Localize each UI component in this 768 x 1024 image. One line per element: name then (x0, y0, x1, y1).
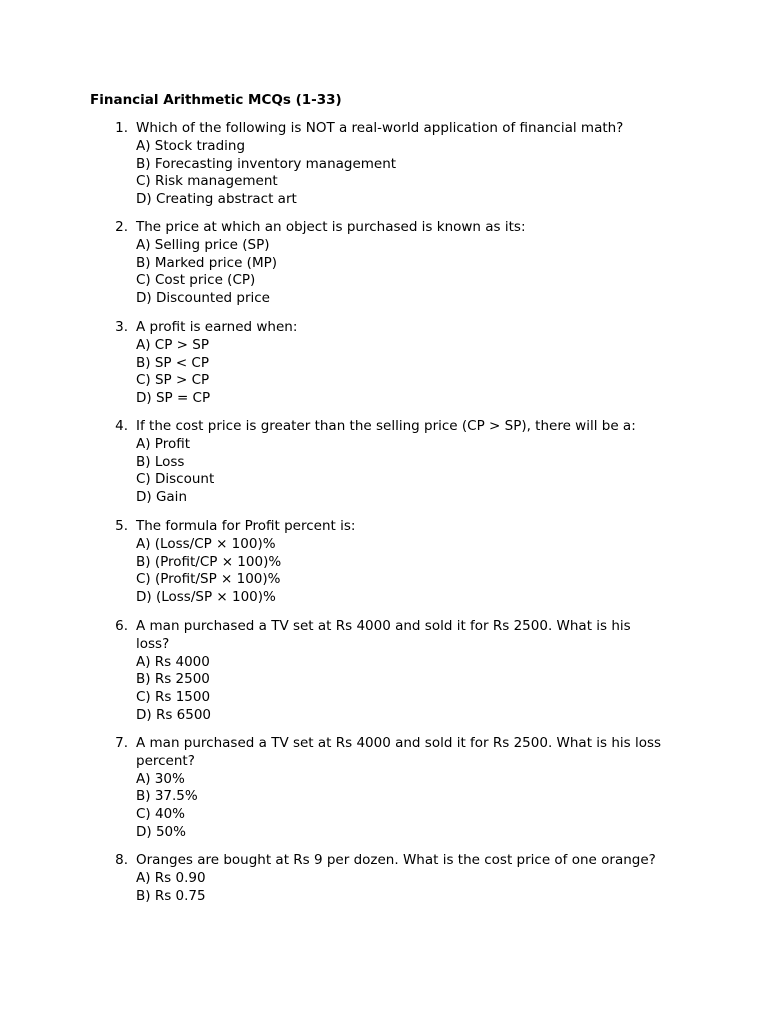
answer-option: C) Discount (136, 471, 215, 488)
answer-option: C) Rs 1500 (136, 689, 211, 706)
question-number: 6. (115, 618, 128, 634)
answer-option: D) Discounted price (136, 290, 270, 307)
answer-option: A) Rs 4000 (136, 653, 210, 670)
answer-option: C) Cost price (CP) (136, 272, 256, 289)
question-number: 8. (115, 852, 128, 868)
answer-option: B) Forecasting inventory management (136, 155, 397, 172)
answer-option: D) 50% (136, 823, 186, 840)
question-text: Oranges are bought at Rs 9 per dozen. What is the cost price of one orange? (136, 852, 656, 868)
answer-option: A) Stock trading (136, 137, 246, 154)
question-number: 4. (115, 418, 128, 434)
question-body (136, 319, 682, 408)
question-item (112, 319, 682, 408)
answer-option: C) (Profit/SP × 100)% (136, 571, 281, 588)
answer-option: B) Loss (136, 453, 185, 470)
answer-option: D) Rs 6500 (136, 706, 212, 723)
answer-option: C) SP > CP (136, 372, 210, 389)
question-item (112, 219, 682, 308)
answer-option: B) 37.5% (136, 788, 198, 805)
question-body (136, 735, 682, 842)
answer-option: D) (Loss/SP × 100)% (136, 589, 276, 606)
answer-option: A) CP > SP (136, 336, 209, 353)
question-body (136, 518, 682, 607)
answer-option: B) Rs 0.75 (136, 887, 206, 904)
question-number: 7. (115, 735, 128, 751)
answer-option: C) 40% (136, 806, 185, 823)
answer-option: D) SP = CP (136, 390, 211, 407)
question-item (112, 735, 682, 842)
answer-option: A) (Loss/CP × 100)% (136, 535, 276, 552)
question-item (112, 518, 682, 607)
answer-option: D) Creating abstract art (136, 191, 297, 208)
answer-option: B) SP < CP (136, 354, 209, 371)
answer-option: A) Profit (136, 435, 191, 452)
question-item (112, 120, 682, 209)
question-number: 1. (115, 120, 128, 136)
question-text: If the cost price is greater than the selling price (CP > SP), there will be a: (136, 418, 636, 434)
question-text: A man purchased a TV set at Rs 4000 and sold it for Rs 2500. What is his loss percent? (136, 735, 662, 769)
question-number: 2. (115, 219, 128, 235)
question-number: 5. (115, 518, 128, 534)
question-item (112, 618, 682, 725)
question-item (112, 852, 682, 905)
answer-option: A) 30% (136, 770, 185, 787)
answer-option: D) Gain (136, 489, 187, 506)
answer-option: A) Rs 0.90 (136, 869, 206, 886)
question-number: 3. (115, 319, 128, 335)
question-item (112, 418, 682, 507)
question-body (136, 852, 682, 905)
answer-option: B) Marked price (MP) (136, 254, 278, 271)
question-body (136, 418, 682, 507)
answer-option: A) Selling price (SP) (136, 236, 270, 253)
question-body (136, 120, 682, 209)
answer-option: C) Risk management (136, 173, 278, 190)
answer-option: B) (Profit/CP × 100)% (136, 553, 282, 570)
question-body (136, 618, 682, 725)
question-text: Which of the following is NOT a real-world application of financial math? (136, 120, 624, 136)
question-text: A man purchased a TV set at Rs 4000 and sold it for Rs 2500. What is his loss? (136, 618, 631, 652)
question-text: A profit is earned when: (136, 319, 298, 335)
question-text: The price at which an object is purchased is known as its: (136, 219, 526, 235)
question-body (136, 219, 682, 308)
question-text: The formula for Profit percent is: (136, 518, 356, 534)
answer-option: B) Rs 2500 (136, 671, 210, 688)
document-title: Financial Arithmetic MCQs (1-33) (90, 92, 342, 108)
